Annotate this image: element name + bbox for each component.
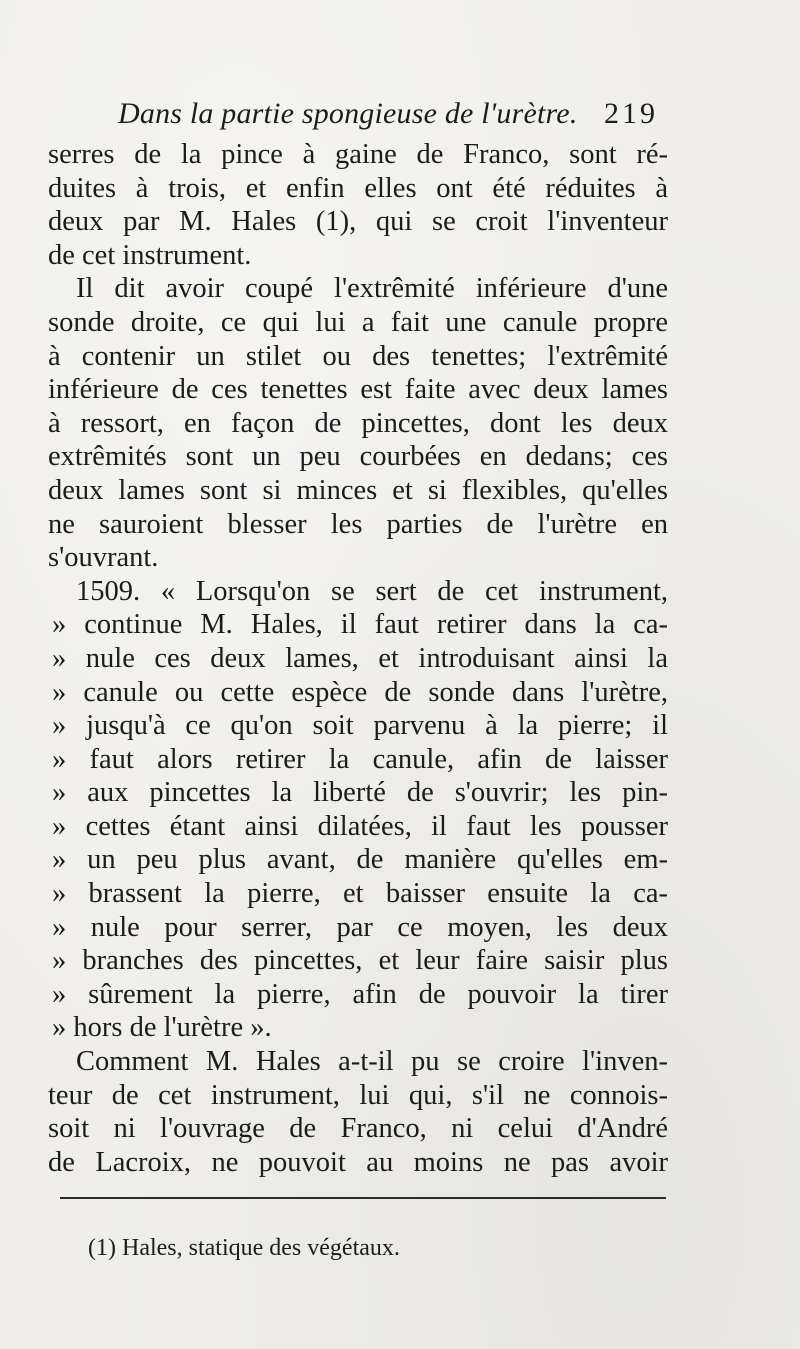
text-line: » cettes étant ainsi dilatées, il faut les pousser bbox=[52, 810, 668, 842]
text-line: ne sauroient blesser les parties de l'urètre en bbox=[48, 508, 668, 540]
text-line: Il dit avoir coupé l'extrêmité inférieure d'une bbox=[76, 273, 668, 305]
text-line: » canule ou cette espèce de sonde dans l'urètre, bbox=[52, 676, 668, 708]
text-line: extrêmités sont un peu courbées en dedans; ces bbox=[48, 441, 668, 473]
running-title: Dans la partie spongieuse de l'urètre. bbox=[118, 97, 578, 130]
footnote-divider bbox=[60, 1197, 666, 1199]
text-line: deux lames sont si minces et si flexibles, qu'elles bbox=[48, 474, 668, 506]
page-header bbox=[118, 92, 658, 136]
page-number: 219 bbox=[604, 97, 658, 130]
text-line: s'ouvrant. bbox=[48, 542, 159, 574]
text-line: » continue M. Hales, il faut retirer dans la ca- bbox=[52, 609, 668, 641]
text-line: soit ni l'ouvrage de Franco, ni celui d'André bbox=[48, 1113, 668, 1145]
text-line: de cet instrument. bbox=[48, 239, 252, 271]
text-line: » nule ces deux lames, et introduisant ainsi la bbox=[52, 642, 668, 674]
text-line: » hors de l'urètre ». bbox=[52, 1012, 272, 1044]
text-line: duites à trois, et enfin elles ont été réduites à bbox=[48, 172, 668, 204]
text-line: de Lacroix, ne pouvoit au moins ne pas avoir bbox=[48, 1146, 668, 1178]
text-line: » branches des pincettes, et leur faire saisir plus bbox=[52, 945, 668, 977]
text-line: » nule pour serrer, par ce moyen, les deux bbox=[52, 911, 668, 943]
text-line: Comment M. Hales a-t-il pu se croire l'inven- bbox=[76, 1046, 668, 1078]
body-text bbox=[48, 138, 668, 1179]
text-line: sonde droite, ce qui lui a fait une canule propre bbox=[48, 306, 668, 338]
text-line: » aux pincettes la liberté de s'ouvrir; les pin- bbox=[52, 777, 668, 809]
text-line: inférieure de ces tenettes est faite avec deux lames bbox=[48, 374, 668, 406]
text-line: deux par M. Hales (1), qui se croit l'inventeur bbox=[48, 206, 668, 238]
text-line: à contenir un stilet ou des tenettes; l'extrêmité bbox=[48, 340, 668, 372]
text-line: serres de la pince à gaine de Franco, sont ré- bbox=[48, 139, 668, 170]
text-line: teur de cet instrument, lui qui, s'il ne connois- bbox=[48, 1079, 668, 1111]
text-line: » sûrement la pierre, afin de pouvoir la tirer bbox=[52, 978, 668, 1010]
text-line: » un peu plus avant, de manière qu'elles em- bbox=[52, 844, 668, 876]
text-line: à ressort, en façon de pincettes, dont les deux bbox=[48, 407, 668, 439]
text-line: » faut alors retirer la canule, afin de laisser bbox=[52, 743, 668, 775]
text-line: 1509. « Lorsqu'on se sert de cet instrument, bbox=[76, 575, 668, 607]
text-line: » brassent la pierre, et baisser ensuite la ca- bbox=[52, 878, 668, 910]
footnote: (1) Hales, statique des végétaux. bbox=[88, 1235, 400, 1261]
text-line: » jusqu'à ce qu'on soit parvenu à la pierre; il bbox=[52, 710, 668, 742]
